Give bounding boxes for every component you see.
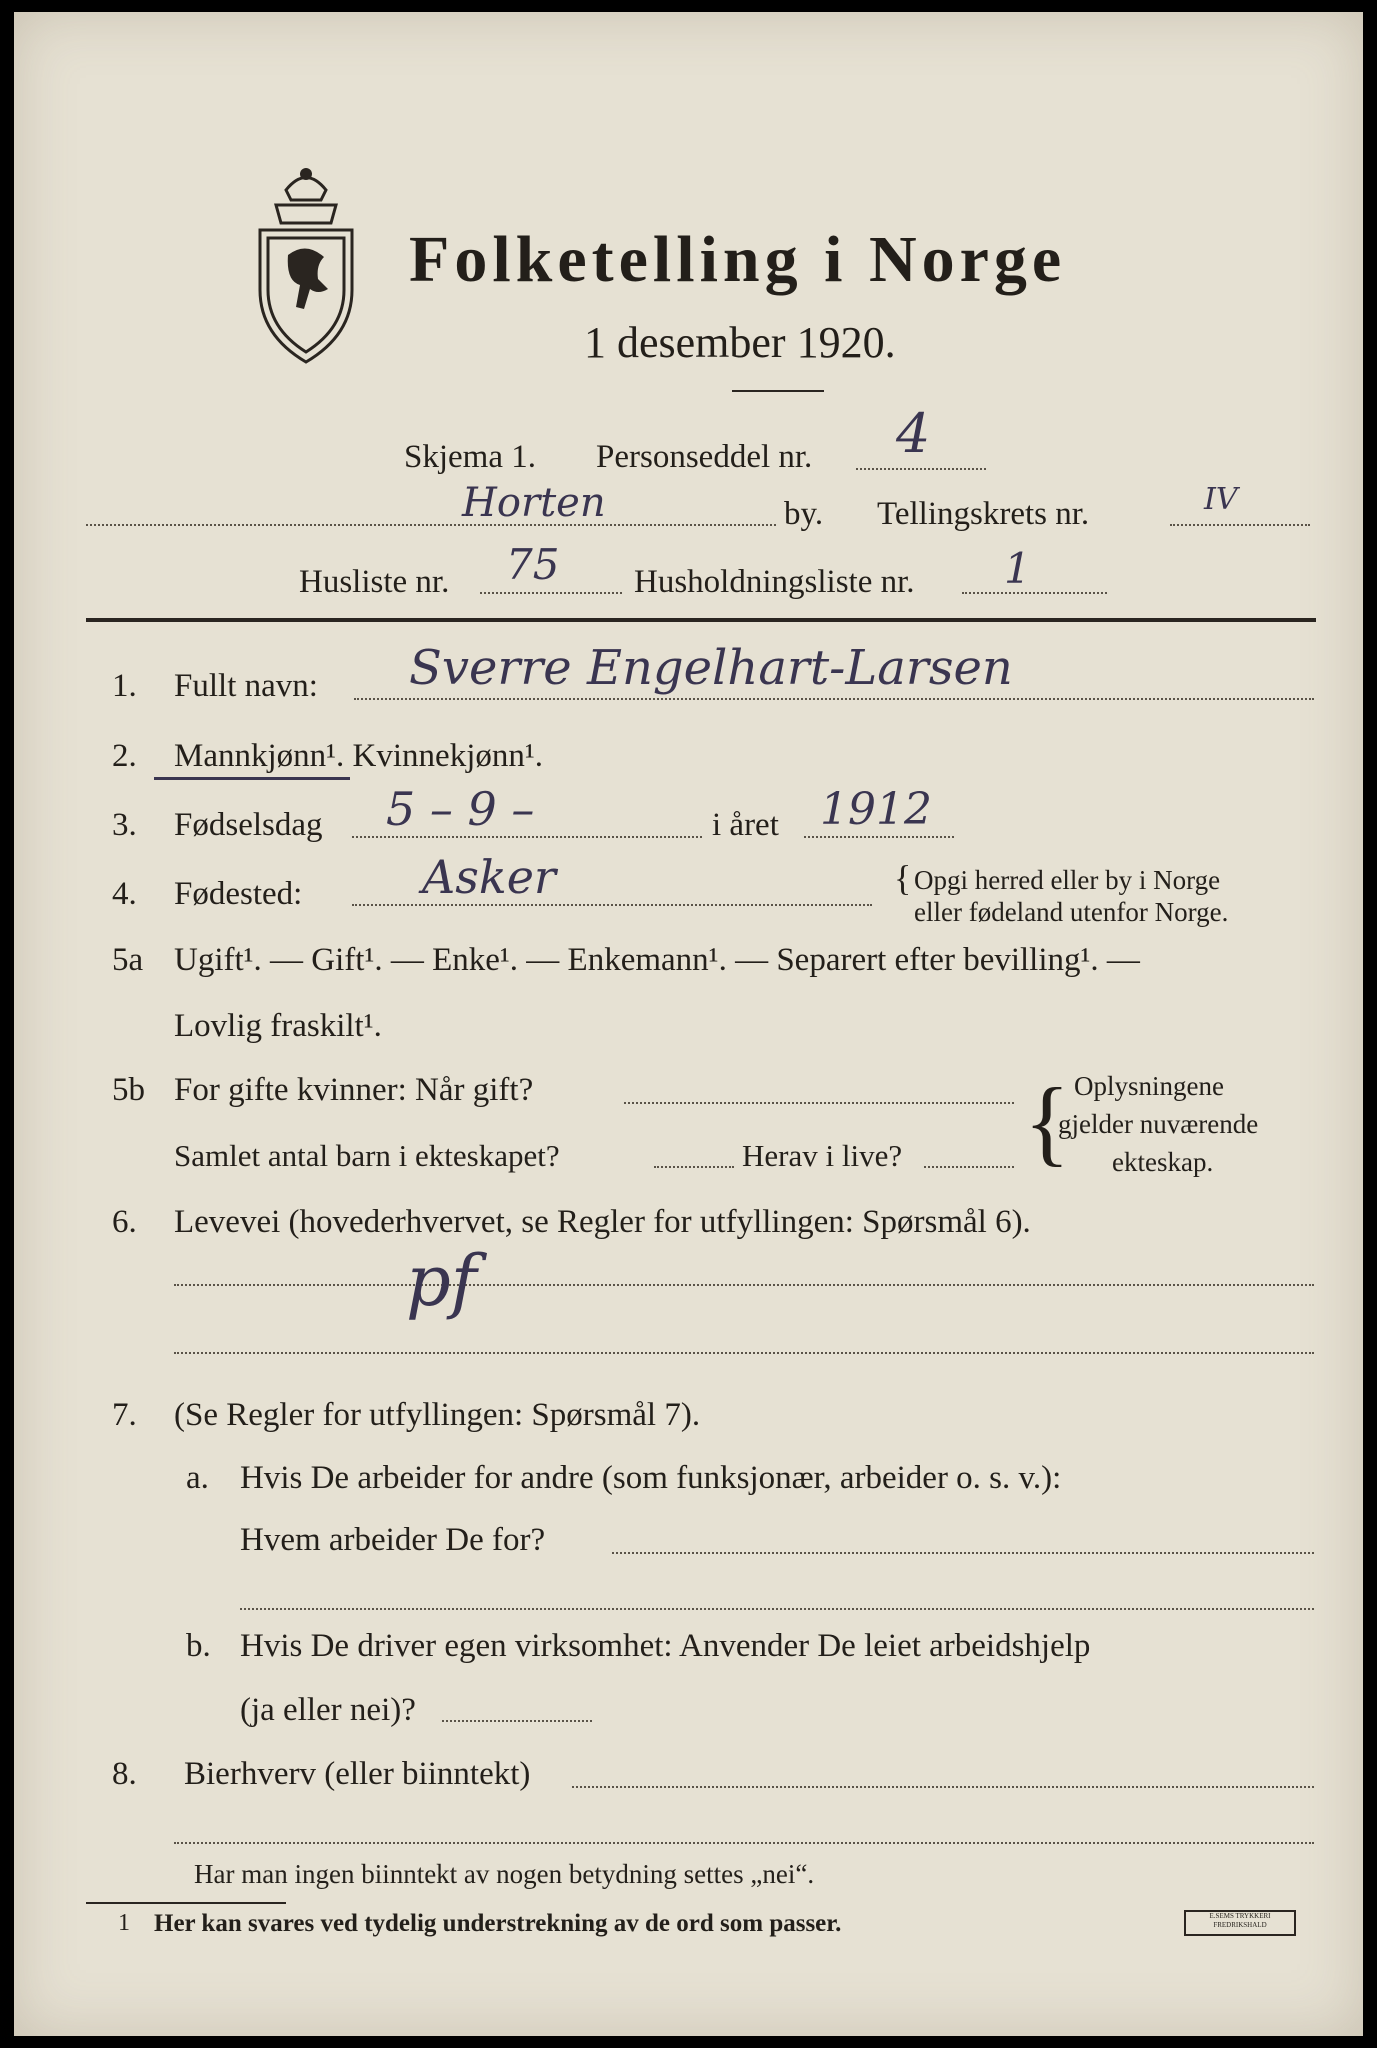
q7a-line2: Hvem arbeider De for? <box>240 1522 546 1558</box>
q5b-note-brace: { <box>1024 1068 1071 1175</box>
coat-of-arms-icon <box>246 160 366 368</box>
q1-field <box>354 698 1314 700</box>
q3-label: Fødselsdag <box>174 807 323 843</box>
q4-note-line2: eller fødeland utenfor Norge. <box>914 897 1229 927</box>
tellingskrets-field <box>1170 524 1310 526</box>
q2-number: 2. <box>112 738 137 774</box>
q5b-married-field <box>624 1102 1014 1104</box>
husliste-field <box>480 592 622 594</box>
form-title: Folketelling i Norge <box>409 223 1067 296</box>
footnote-text: Her kan svares ved tydelig understrekning av de ord som passer. <box>154 1910 842 1937</box>
q7a-line1: Hvis De arbeider for andre (som funksjonær, arbeider o. s. v.): <box>240 1460 1062 1496</box>
title-divider <box>732 390 824 392</box>
tellingskrets-value: IV <box>1204 482 1238 517</box>
q4-value: Asker <box>422 850 556 904</box>
footnote-mark: 1 <box>118 1910 130 1936</box>
q5b-children-field <box>654 1166 734 1168</box>
q7b-line1: Hvis De driver egen virksomhet: Anvender De leiet arbeidshjelp <box>240 1628 1091 1664</box>
q5b-line1: For gifte kvinner: Når gift? <box>174 1072 534 1108</box>
q3-year-value: 1912 <box>820 784 932 835</box>
header-rule <box>86 618 1316 622</box>
personseddel-field <box>856 468 986 470</box>
census-form-sheet <box>14 12 1363 2036</box>
q5b-alive-field <box>924 1166 1014 1168</box>
q1-label: Fullt navn: <box>174 668 318 704</box>
q3-date-field <box>352 836 702 838</box>
personseddel-label: Personseddel nr. <box>596 439 813 475</box>
husliste-label: Husliste nr. <box>299 564 450 600</box>
q4-number: 4. <box>112 876 137 912</box>
q2-label: Mannkjønn¹. Kvinnekjønn¹. <box>174 738 544 774</box>
q3-year-label: i året <box>712 807 779 843</box>
by-label: by. <box>784 496 824 532</box>
q7b-letter: b. <box>186 1628 211 1664</box>
q6-label: Levevei (hovederhvervet, se Regler for utfyllingen: Spørsmål 6). <box>174 1204 1031 1240</box>
q7b-line2: (ja eller nei)? <box>240 1692 416 1728</box>
husliste-value: 75 <box>506 540 560 589</box>
q5a-number: 5a <box>112 942 144 978</box>
census-date: 1 desember 1920. <box>584 318 896 367</box>
skjema-label: Skjema 1. <box>404 439 536 475</box>
q5a-line1: Ugift¹. — Gift¹. — Enke¹. — Enkemann¹. — Separert efter bevilling¹. — <box>174 942 1140 978</box>
by-value: Horten <box>462 480 606 526</box>
q3-date-value: 5 – 9 – <box>386 782 535 836</box>
q2-male-underline <box>154 777 350 780</box>
q3-year-field <box>804 836 954 838</box>
q6-number: 6. <box>112 1204 137 1240</box>
q8-field-2 <box>174 1842 1314 1844</box>
q6-field-2 <box>174 1352 1314 1354</box>
husholdningsliste-value: 1 <box>1004 544 1031 593</box>
q7a-field-1 <box>612 1552 1314 1554</box>
footnote-rule <box>86 1902 286 1904</box>
q6-field-1 <box>174 1284 1314 1286</box>
q8-label: Bierhverv (eller biinntekt) <box>184 1756 531 1792</box>
footer-note: Har man ingen biinntekt av nogen betydning settes „nei“. <box>194 1859 815 1889</box>
q3-number: 3. <box>112 807 137 843</box>
q5b-alive-label: Herav i live? <box>742 1138 903 1173</box>
q5b-note-line3: ekteskap. <box>1112 1147 1214 1177</box>
tellingskrets-label: Tellingskrets nr. <box>877 496 1090 532</box>
q5b-note-line2: gjelder nuværende <box>1058 1109 1259 1139</box>
husholdningsliste-field <box>962 592 1107 594</box>
q7a-field-2 <box>240 1608 1314 1610</box>
q5b-children-label: Samlet antal barn i ekteskapet? <box>174 1138 560 1173</box>
q5b-note-line1: Oplysningene <box>1074 1071 1224 1101</box>
q5a-line2: Lovlig fraskilt¹. <box>174 1008 382 1044</box>
q7-number: 7. <box>112 1397 137 1433</box>
q6-value: pf <box>406 1240 477 1322</box>
husholdningsliste-label: Husholdningsliste nr. <box>634 564 915 600</box>
q4-note-line1: Opgi herred eller by i Norge <box>914 865 1221 895</box>
printer-stamp: E.SEMS TRYKKERI FREDRIKSHALD <box>1184 1910 1296 1936</box>
q1-value: Sverre Engelhart-Larsen <box>409 640 1013 696</box>
q4-field <box>352 904 872 906</box>
q4-label: Fødested: <box>174 876 303 912</box>
q7-label: (Se Regler for utfyllingen: Spørsmål 7). <box>174 1397 701 1433</box>
q7b-field <box>442 1720 592 1722</box>
q1-number: 1. <box>112 668 137 704</box>
q8-field-1 <box>572 1786 1314 1788</box>
personseddel-value: 4 <box>896 402 931 465</box>
q4-note-brace: { <box>894 858 912 898</box>
q7a-letter: a. <box>186 1460 209 1496</box>
by-field <box>86 524 776 526</box>
q5b-number: 5b <box>112 1072 145 1108</box>
q8-number: 8. <box>112 1756 137 1792</box>
